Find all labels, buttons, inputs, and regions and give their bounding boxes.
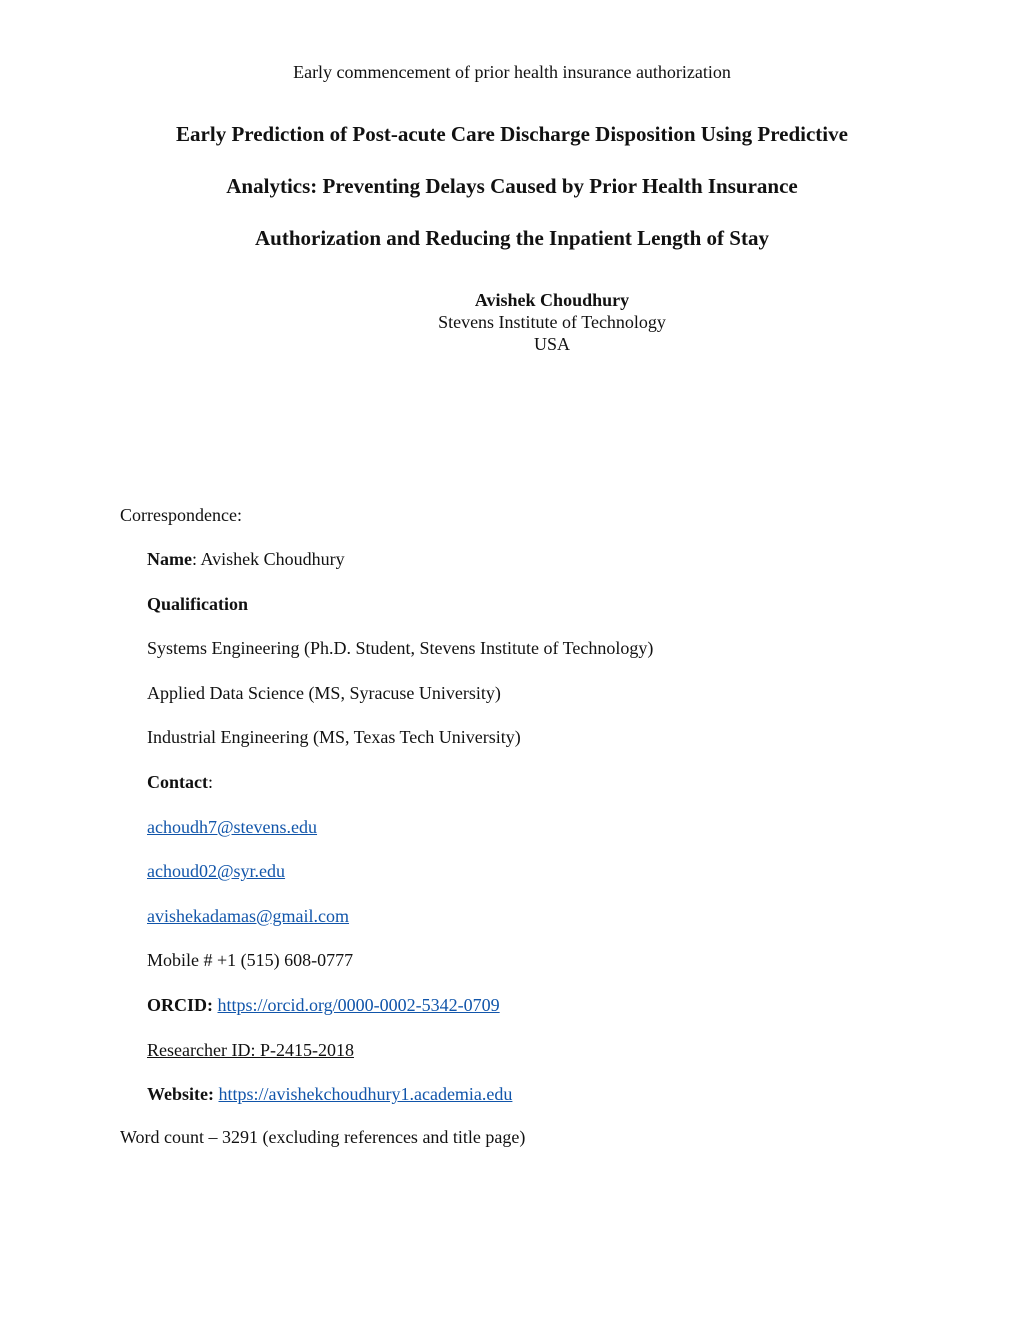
website-label: Website:	[147, 1084, 214, 1105]
email-link-syr[interactable]: achoud02@syr.edu	[147, 861, 286, 882]
correspondence-heading: Correspondence:	[120, 505, 242, 525]
orcid-label: ORCID:	[147, 994, 213, 1015]
title-line-1: Early Prediction of Post-acute Care Discharge Disposition Using Predictive	[176, 122, 848, 146]
author-country: USA	[533, 334, 570, 354]
paper-title	[112, 120, 912, 276]
author-name: Avishek Choudhury	[474, 290, 630, 310]
mobile-number: Mobile # +1 (515) 608-0777	[147, 950, 354, 971]
name-entry	[147, 548, 967, 593]
name-separator: :	[191, 549, 201, 569]
researcher-id: Researcher ID: P-2415-2018	[147, 1039, 354, 1060]
website-entry	[147, 1083, 967, 1128]
contact-label: Contact	[147, 771, 208, 792]
qualification-label: Qualification	[147, 593, 249, 614]
correspondence-details	[147, 548, 967, 1128]
contact-separator: :	[208, 771, 214, 792]
title-line-2: Analytics: Preventing Delays Caused by Prior Health Insurance	[226, 174, 798, 198]
contact-entry	[147, 771, 967, 816]
qualification-item: Systems Engineering (Ph.D. Student, Stevens Institute of Technology)	[147, 638, 654, 659]
author-block	[352, 289, 752, 355]
name-label: Name	[147, 549, 192, 569]
website-link[interactable]: https://avishekchoudhury1.academia.edu	[218, 1084, 513, 1105]
word-count: Word count – 3291 (excluding references and title page)	[120, 1127, 526, 1147]
email-entry	[147, 860, 967, 905]
qualification-item: Industrial Engineering (MS, Texas Tech University)	[147, 727, 521, 748]
researcher-id-entry	[147, 1039, 967, 1084]
title-line-3: Authorization and Reducing the Inpatient Length of Stay	[255, 226, 769, 250]
email-link-stevens[interactable]: achoudh7@stevens.edu	[147, 816, 318, 837]
email-link-gmail[interactable]: avishekadamas@gmail.com	[147, 905, 350, 926]
orcid-link[interactable]: https://orcid.org/0000-0002-5342-0709	[217, 994, 500, 1015]
name-value: Avishek Choudhury	[200, 549, 345, 569]
email-entry	[147, 816, 967, 861]
running-header: Early commencement of prior health insurance authorization	[293, 62, 731, 82]
qualification-item: Applied Data Science (MS, Syracuse University)	[147, 682, 501, 703]
author-affiliation: Stevens Institute of Technology	[438, 312, 666, 332]
orcid-entry	[147, 994, 967, 1039]
email-entry	[147, 905, 967, 950]
